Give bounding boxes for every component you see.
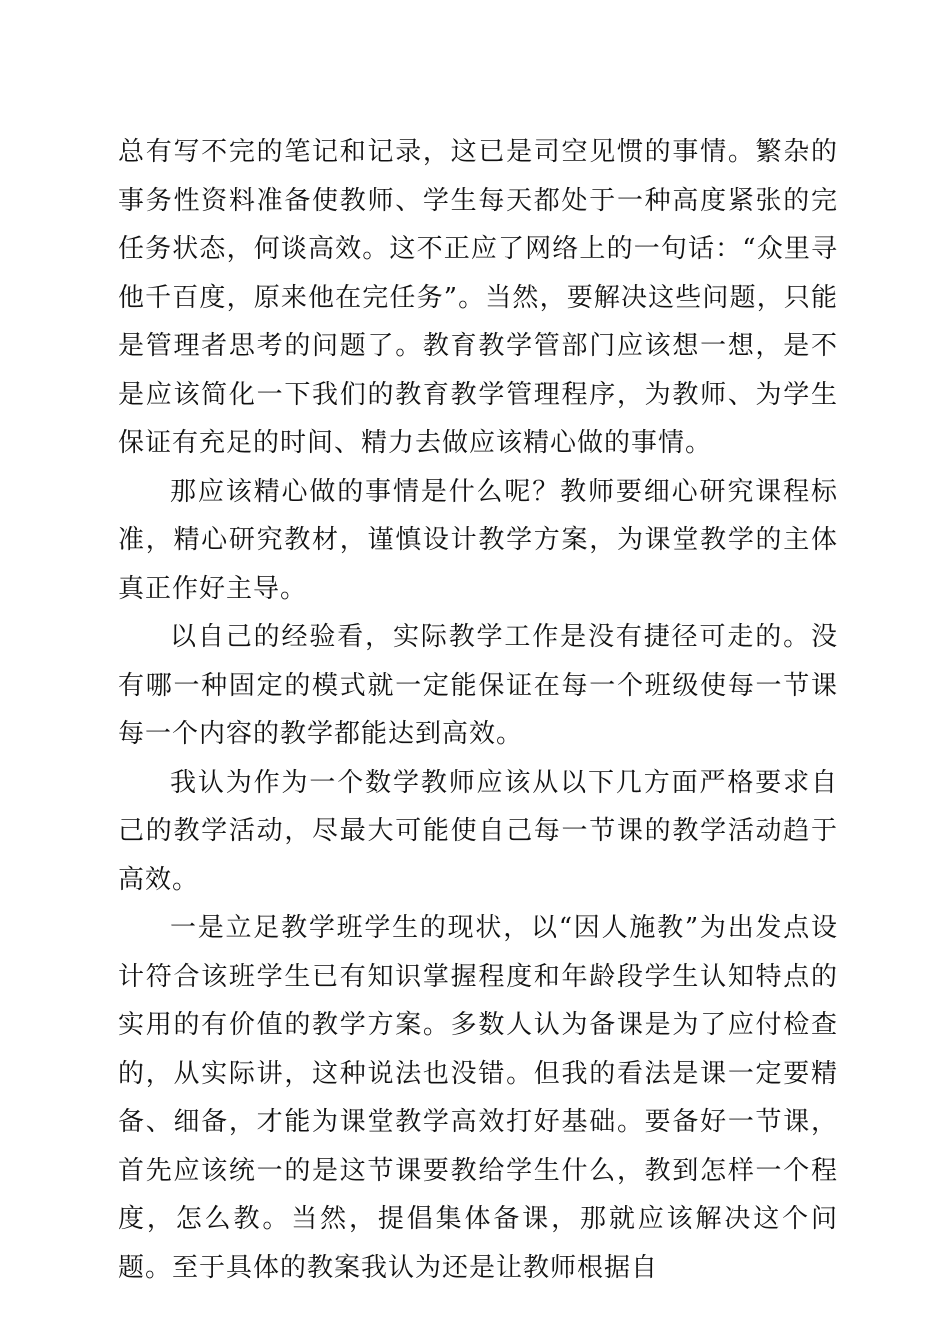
paragraph-3: 以自己的经验看，实际教学工作是没有捷径可走的。没有哪一种固定的模式就一定能保证在每一个班级使每一节课每一个内容的教学都能达到高效。 [118, 622, 838, 749]
paragraph-5: 一是立足教学班学生的现状，以“因人施教”为出发点设计符合该班学生已有知识掌握程度和年龄段学生认知特点的实用的有价值的教学方案。多数人认为备课是为了应付检查的，从实际讲，这种说法也没错。但我的看法是课一定要精备、细备，才能为课堂教学高效打好基础。要备好一节课，首先应该统一的是这节课要教给学生什么，教到怎样一个程度，怎么教。当然，提倡集体备课，那就应该解决这个问题。至于具体的教案我认为还是让教师根据自 [118, 913, 838, 1283]
paragraph-1: 总有写不完的笔记和记录，这已是司空见惯的事情。繁杂的事务性资料准备使教师、学生每天都处于一种高度紧张的完任务状态，何谈高效。这不正应了网络上的一句话：“众里寻他千百度，原来他在完任务”。当然，要解决这些问题，只能是管理者思考的问题了。教育教学管部门应该想一想，是不是应该简化一下我们的教育教学管理程序，为教师、为学生保证有充足的时间、精力去做应该精心做的事情。 [118, 137, 838, 458]
document-body [118, 128, 838, 1292]
paragraph-2: 那应该精心做的事情是什么呢？教师要细心研究课程标准，精心研究教材，谨慎设计教学方案，为课堂教学的主体真正作好主导。 [118, 476, 838, 604]
paragraph-4: 我认为作为一个数学教师应该从以下几方面严格要求自己的教学活动，尽最大可能使自己每一节课的教学活动趋于高效。 [118, 767, 838, 895]
